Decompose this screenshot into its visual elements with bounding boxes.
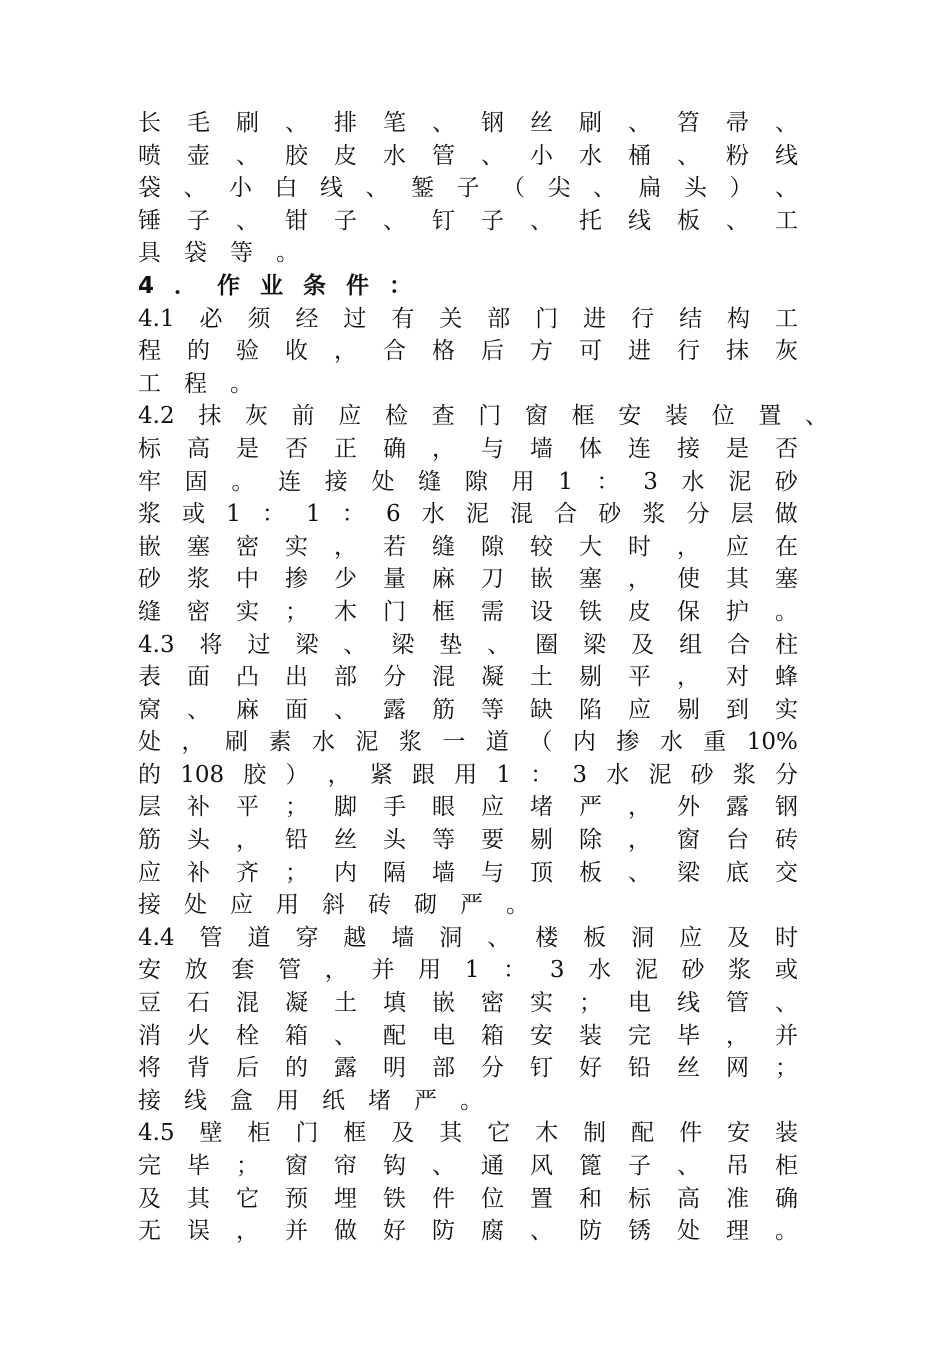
text-line: 豆 石 混 凝 土 填 嵌 密 实 ； 电 线 管 、	[138, 990, 798, 1017]
text-line: 层 补 平 ； 脚 手 眼 应 堵 严 ， 外 露 钢	[138, 794, 798, 821]
text-line: 安 放 套 管 ， 并 用 1 ： 3 水 泥 砂 浆 或	[138, 957, 798, 984]
text-line: 浆 或 1 ： 1 ： 6 水 泥 混 合 砂 浆 分 层 做	[138, 501, 798, 528]
text-line: 接处应用斜砖砌严。	[138, 892, 552, 919]
text-line: 筋 头 ， 铅 丝 头 等 要 剔 除 ， 窗 台 砖	[138, 827, 798, 854]
text-line: 表 面 凸 出 部 分 混 凝 土 剔 平 ， 对 蜂	[138, 664, 798, 691]
text-line: 的 108 胶 ） ， 紧 跟 用 1 ： 3 水 泥 砂 浆 分	[138, 761, 798, 788]
text-line: 缝 密 实 ； 木 门 框 需 设 铁 皮 保 护 。	[138, 598, 798, 625]
text-line: 砂 浆 中 掺 少 量 麻 刀 嵌 塞 ， 使 其 塞	[138, 566, 798, 593]
text-line: 嵌 塞 密 实 ， 若 缝 隙 较 大 时 ， 应 在	[138, 533, 798, 560]
text-line: 将 背 后 的 露 明 部 分 钉 好 铅 丝 网 ；	[138, 1055, 798, 1082]
text-line: 工程。	[138, 370, 276, 397]
text-line: 处 ， 刷 素 水 泥 浆 一 道 （ 内 掺 水 重 10%	[138, 729, 798, 756]
text-line: 4.5 壁 柜 门 框 及 其 它 木 制 配 件 安 装	[138, 1120, 798, 1147]
text-line: 程 的 验 收 ， 合 格 后 方 可 进 行 抹 灰	[138, 338, 798, 365]
text-line: 牢 固 。 连 接 处 缝 隙 用 1 ： 3 水 泥 砂	[138, 468, 798, 495]
text-line: 4.2 抹 灰 前 应 检 查 门 窗 框 安 装 位 置 、	[138, 403, 828, 430]
text-line: 标 高 是 否 正 确 ， 与 墙 体 连 接 是 否	[138, 435, 798, 462]
text-line: 及 其 它 预 埋 铁 件 位 置 和 标 高 准 确	[138, 1185, 798, 1212]
text-line: 锤 子 、 钳 子 、 钉 子 、 托 线 板 、 工	[138, 207, 798, 234]
text-line: 4.3 将 过 梁 、 梁 垫 、 圈 梁 及 组 合 柱	[138, 631, 798, 658]
text-line: 窝 、 麻 面 、 露 筋 等 缺 陷 应 剔 到 实	[138, 696, 798, 723]
text-line: 长 毛 刷 、 排 笔 、 钢 丝 刷 、 笤 帚 、	[138, 110, 798, 136]
text-line: 具袋等。	[138, 240, 322, 267]
text-line: 4.4 管 道 穿 越 墙 洞 、 楼 板 洞 应 及 时	[138, 924, 798, 951]
text-line: 无 误 ， 并 做 好 防 腐 、 防 锈 处 理 。	[138, 1218, 798, 1245]
text-line: 4.1 必 须 经 过 有 关 部 门 进 行 结 构 工	[138, 305, 798, 332]
text-line: 喷 壶 、 胶 皮 水 管 、 小 水 桶 、 粉 线	[138, 142, 798, 169]
text-line: 袋 、 小 白 线 、 錾 子 （ 尖 、 扁 头 ） 、	[138, 175, 798, 202]
section-heading: 4．作业条件：	[138, 272, 433, 299]
text-line: 完 毕 ； 窗 帘 钩 、 通 风 篦 子 、 吊 柜	[138, 1153, 798, 1179]
text-line: 消 火 栓 箱 、 配 电 箱 安 装 完 毕 ， 并	[138, 1022, 798, 1049]
body-text	[138, 107, 828, 1248]
text-line: 应 补 齐 ； 内 隔 墙 与 顶 板 、 梁 底 交	[138, 859, 798, 886]
text-line: 接线盒用纸堵严。	[138, 1087, 506, 1114]
